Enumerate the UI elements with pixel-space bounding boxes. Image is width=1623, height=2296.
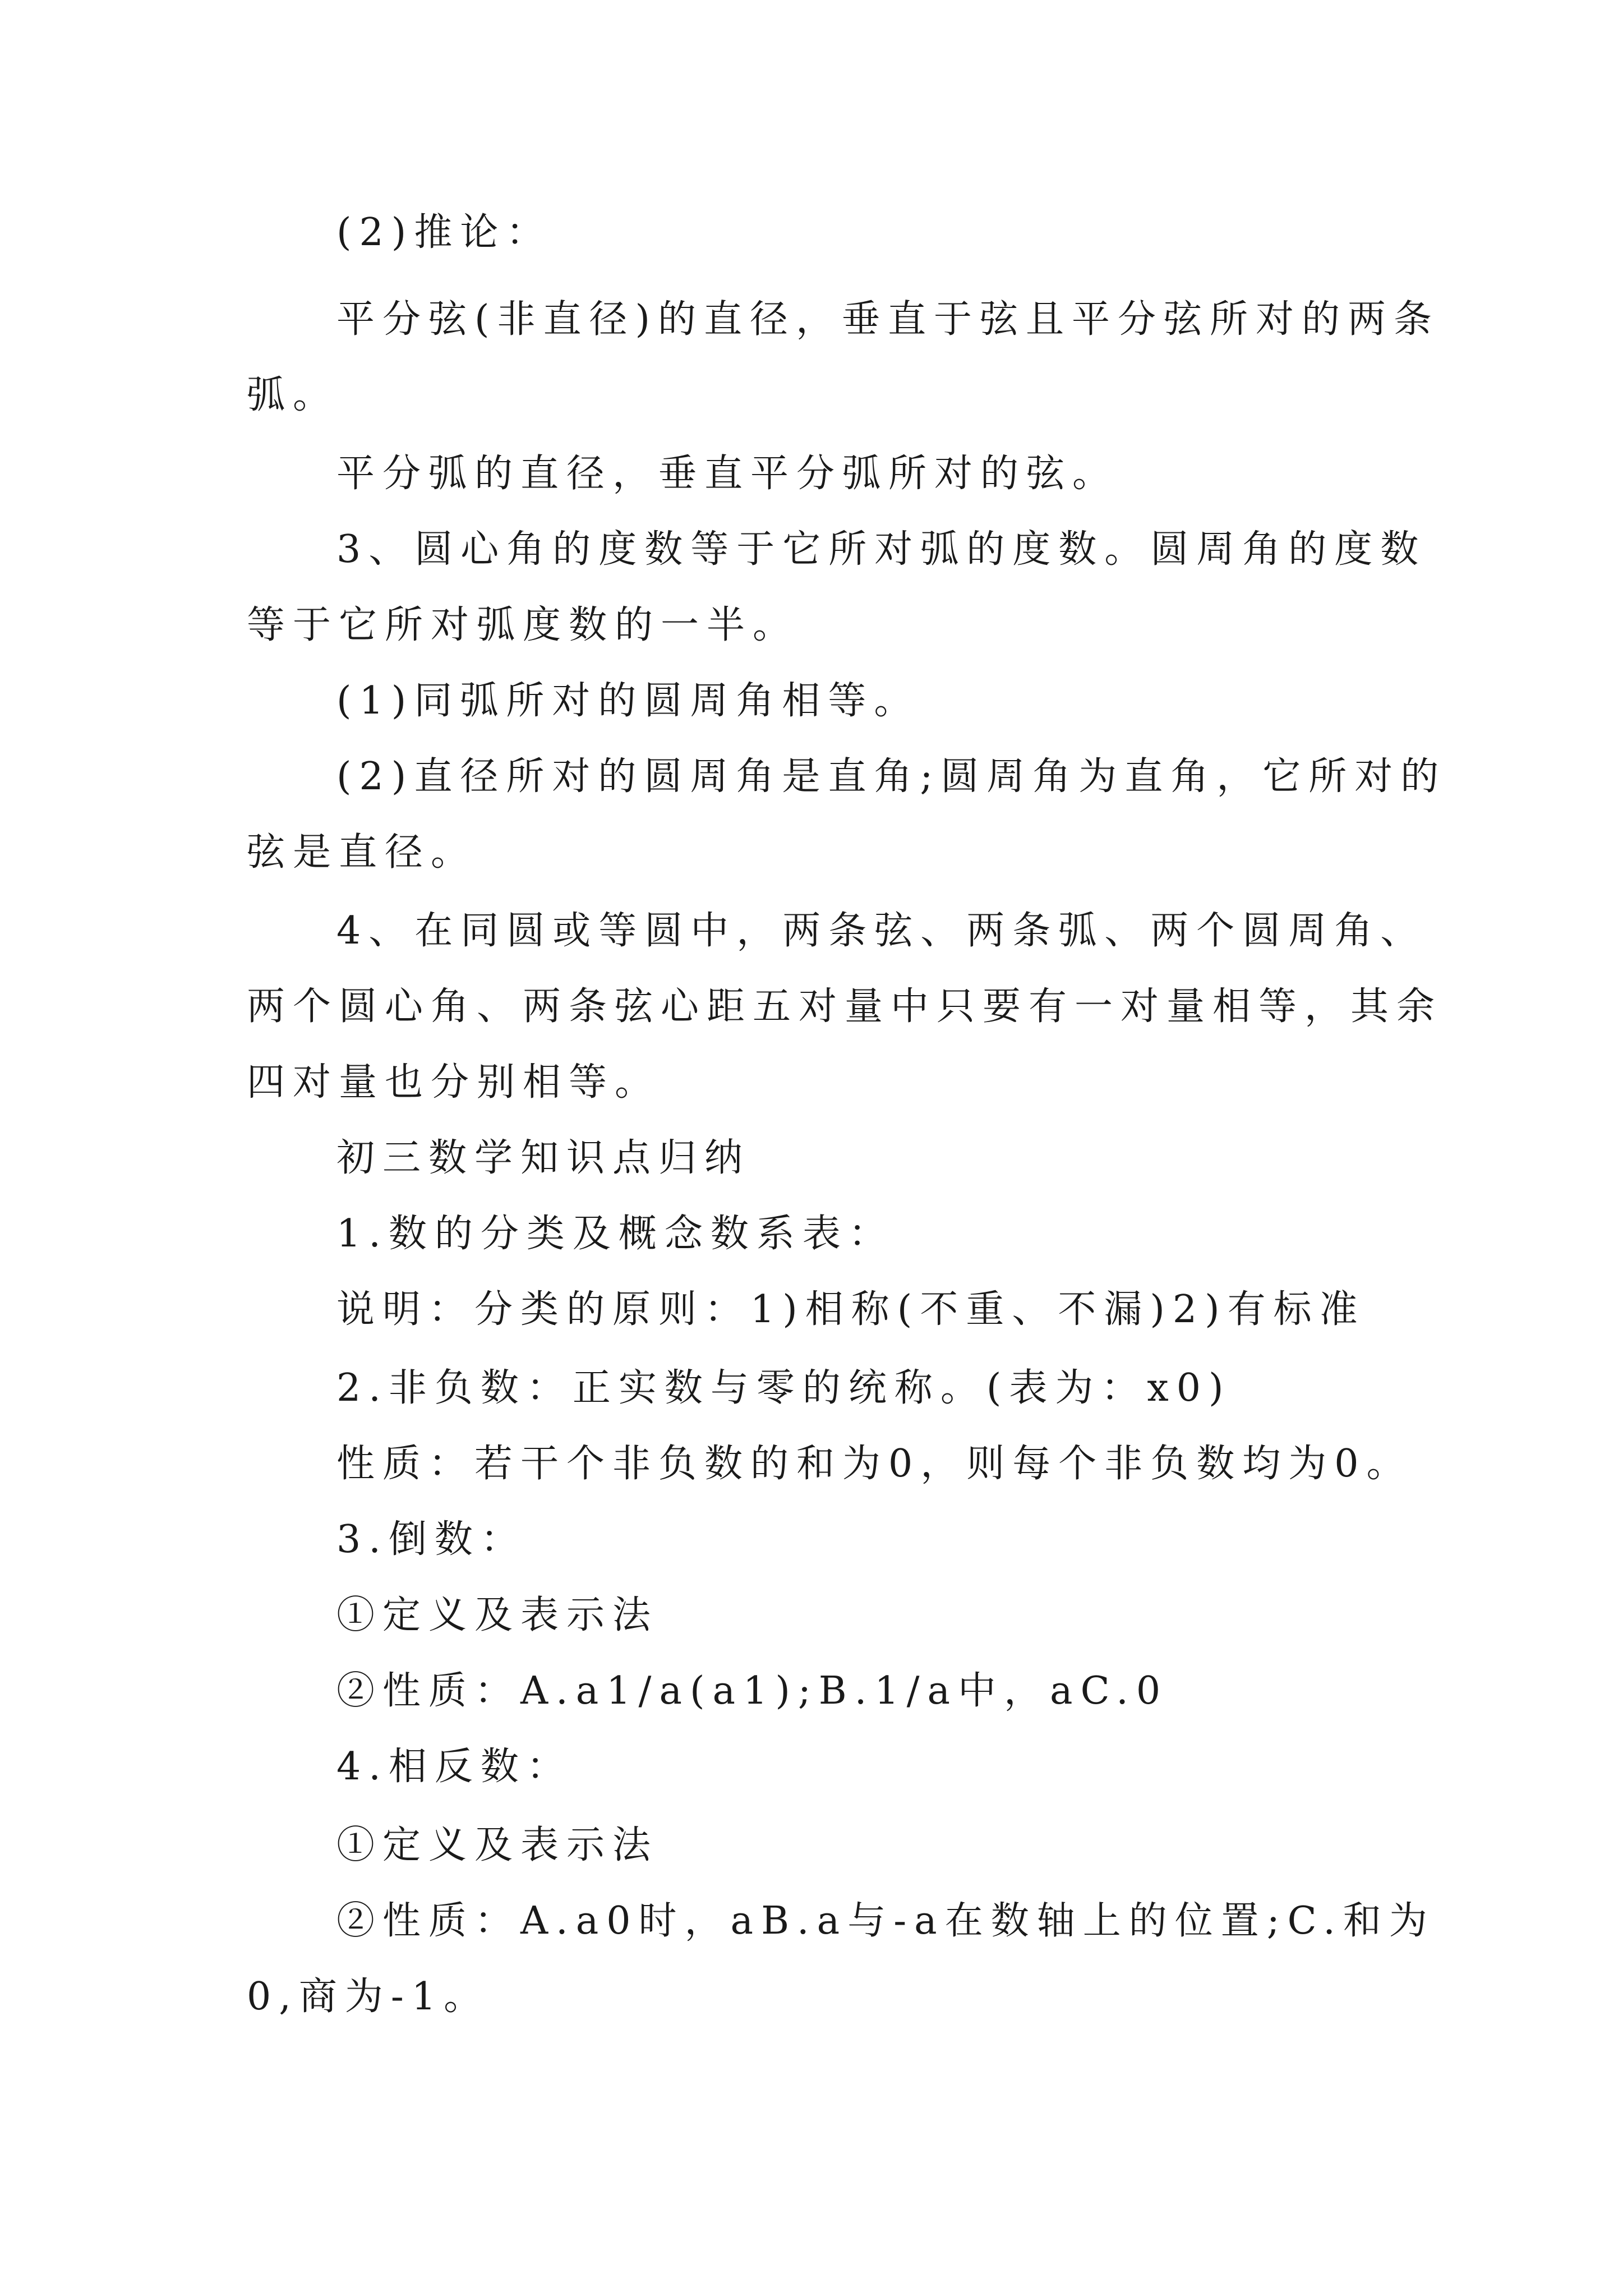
text-line: (2)推论： bbox=[336, 210, 552, 255]
text-line: ①定义及表示法 bbox=[336, 1823, 659, 1867]
text-line: 0,商为-1。 bbox=[247, 1975, 490, 2019]
text-line: 性质：若干个非负数的和为0，则每个非负数均为0。 bbox=[336, 1442, 1413, 1486]
text-line: 弦是直径。 bbox=[247, 830, 477, 875]
text-line: 4、在同圆或等圆中，两条弦、两条弧、两个圆周角、 bbox=[336, 909, 1427, 953]
text-line: 1.数的分类及概念数系表： bbox=[336, 1212, 895, 1256]
text-line: 说明：分类的原则：1)相称(不重、不漏)2)有标准 bbox=[336, 1287, 1366, 1332]
text-line: 2.非负数：正实数与零的统称。(表为：x0) bbox=[336, 1366, 1232, 1410]
text-line: 平分弧的直径，垂直平分弧所对的弦。 bbox=[336, 452, 1119, 496]
text-line: 两个圆心角、两条弦心距五对量中只要有一对量相等，其余 bbox=[247, 984, 1443, 1029]
text-line: 3.倒数： bbox=[336, 1517, 527, 1562]
text-line: 平分弦(非直径)的直径，垂直于弦且平分弦所对的两条 bbox=[336, 297, 1440, 342]
text-line: 初三数学知识点归纳 bbox=[336, 1136, 751, 1180]
text-line: ①定义及表示法 bbox=[336, 1593, 659, 1637]
text-line: 4.相反数： bbox=[336, 1745, 573, 1789]
text-line: 3、圆心角的度数等于它所对弧的度数。圆周角的度数 bbox=[336, 527, 1427, 572]
text-line: (2)直径所对的圆周角是直角;圆周角为直角，它所对的 bbox=[336, 754, 1447, 799]
text-line: ②性质：A.a1/a(a1);B.1/a中，aC.0 bbox=[336, 1669, 1169, 1713]
text-line: ②性质：A.a0时，aB.a与-a在数轴上的位置;C.和为 bbox=[336, 1899, 1435, 1943]
text-line: 等于它所对弧度数的一半。 bbox=[247, 603, 799, 647]
text-line: (1)同弧所对的圆周角相等。 bbox=[336, 679, 920, 723]
text-line: 弧。 bbox=[247, 373, 339, 417]
text-line: 四对量也分别相等。 bbox=[247, 1060, 661, 1105]
